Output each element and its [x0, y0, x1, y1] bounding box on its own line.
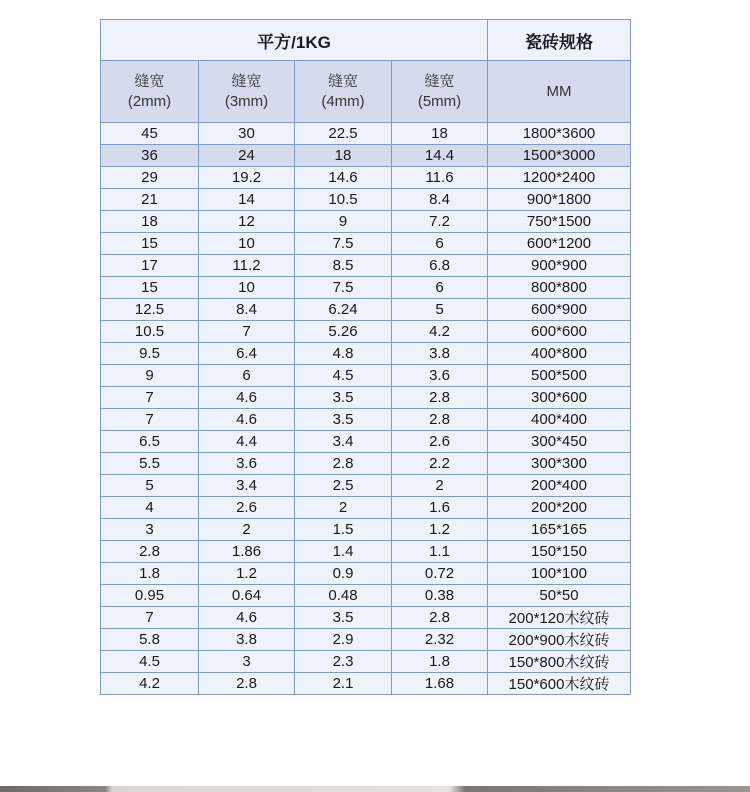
- table-row: [101, 409, 631, 431]
- table-row: [101, 321, 631, 343]
- table-cell: 4.4: [199, 431, 295, 453]
- table-row: [101, 607, 631, 629]
- table-cell: 15: [101, 233, 199, 255]
- table-row: [101, 123, 631, 145]
- table-cell: 1.4: [295, 541, 392, 563]
- table-cell: 1.68: [392, 673, 488, 695]
- table-row: [101, 497, 631, 519]
- table-cell: 1.1: [392, 541, 488, 563]
- table-cell: 22.5: [295, 123, 392, 145]
- table-cell: 2.3: [295, 651, 392, 673]
- table-cell: 200*200: [488, 497, 631, 519]
- table-cell: 750*1500: [488, 211, 631, 233]
- table-cell: 2.8: [199, 673, 295, 695]
- table-row: [101, 585, 631, 607]
- table-cell: 3.5: [295, 409, 392, 431]
- table-cell: 6: [199, 365, 295, 387]
- table-cell: 2.8: [392, 607, 488, 629]
- table-cell: 14.4: [392, 145, 488, 167]
- table-cell: 2.8: [101, 541, 199, 563]
- table-cell: 3.8: [199, 629, 295, 651]
- table-row: [101, 629, 631, 651]
- table-cell: 29: [101, 167, 199, 189]
- table-cell: 900*1800: [488, 189, 631, 211]
- col-header-2mm: 缝宽 (2mm): [101, 61, 199, 123]
- table-cell: 100*100: [488, 563, 631, 585]
- table-cell: 6.24: [295, 299, 392, 321]
- table-row: [101, 233, 631, 255]
- tile-grout-table: [100, 19, 631, 695]
- table-cell: 3.4: [295, 431, 392, 453]
- table-cell: 10.5: [295, 189, 392, 211]
- table-cell: 9: [295, 211, 392, 233]
- table-cell: 600*600: [488, 321, 631, 343]
- table-cell: 600*1200: [488, 233, 631, 255]
- table-row: [101, 541, 631, 563]
- table-row: [101, 167, 631, 189]
- table-cell: 2.2: [392, 453, 488, 475]
- table-cell: 1.2: [392, 519, 488, 541]
- table-cell: 19.2: [199, 167, 295, 189]
- table-cell: 2.9: [295, 629, 392, 651]
- table-cell: 5: [392, 299, 488, 321]
- table-cell: 12: [199, 211, 295, 233]
- table-cell: 4.8: [295, 343, 392, 365]
- table-cell: 3.5: [295, 387, 392, 409]
- table-cell: 18: [392, 123, 488, 145]
- table-cell: 18: [101, 211, 199, 233]
- table-cell: 21: [101, 189, 199, 211]
- col-header-spec-unit: MM: [488, 61, 631, 123]
- table-cell: 900*900: [488, 255, 631, 277]
- table-cell: 4.5: [295, 365, 392, 387]
- table-cell: 0.72: [392, 563, 488, 585]
- table-cell: 6: [392, 277, 488, 299]
- table-cell: 17: [101, 255, 199, 277]
- table-cell: 8.4: [199, 299, 295, 321]
- table-cell: 200*120木纹砖: [488, 607, 631, 629]
- table-cell: 4.6: [199, 387, 295, 409]
- table-cell: 6.4: [199, 343, 295, 365]
- table-cell: 600*900: [488, 299, 631, 321]
- table-cell: 6.5: [101, 431, 199, 453]
- col-header-4mm: 缝宽 (4mm): [295, 61, 392, 123]
- table-cell: 3.4: [199, 475, 295, 497]
- table-row: [101, 211, 631, 233]
- table-cell: 400*800: [488, 343, 631, 365]
- table-cell: 50*50: [488, 585, 631, 607]
- table-cell: 0.95: [101, 585, 199, 607]
- col-header-3mm: 缝宽 (3mm): [199, 61, 295, 123]
- table-cell: 0.9: [295, 563, 392, 585]
- table-cell: 1800*3600: [488, 123, 631, 145]
- table-cell: 7: [101, 387, 199, 409]
- table-cell: 8.5: [295, 255, 392, 277]
- table-row: [101, 343, 631, 365]
- table-cell: 5: [101, 475, 199, 497]
- table-cell: 7: [101, 607, 199, 629]
- header-row-2: [101, 61, 631, 123]
- table-cell: 4: [101, 497, 199, 519]
- table-cell: 14.6: [295, 167, 392, 189]
- table-row: [101, 519, 631, 541]
- table-cell: 1.5: [295, 519, 392, 541]
- table-cell: 165*165: [488, 519, 631, 541]
- table-cell: 3: [101, 519, 199, 541]
- table-cell: 6: [392, 233, 488, 255]
- table-cell: 1.8: [101, 563, 199, 585]
- table-cell: 0.48: [295, 585, 392, 607]
- table-cell: 3: [199, 651, 295, 673]
- table-cell: 24: [199, 145, 295, 167]
- table-cell: 7.5: [295, 277, 392, 299]
- table-cell: 2.8: [295, 453, 392, 475]
- table-cell: 2.5: [295, 475, 392, 497]
- table-cell: 1.6: [392, 497, 488, 519]
- table-cell: 400*400: [488, 409, 631, 431]
- table-cell: 18: [295, 145, 392, 167]
- table-cell: 4.5: [101, 651, 199, 673]
- table-row: [101, 475, 631, 497]
- table-cell: 7: [199, 321, 295, 343]
- table-cell: 800*800: [488, 277, 631, 299]
- table-cell: 1.2: [199, 563, 295, 585]
- table-row: [101, 651, 631, 673]
- table-cell: 5.26: [295, 321, 392, 343]
- table-cell: 10: [199, 233, 295, 255]
- table-cell: 2: [295, 497, 392, 519]
- table-cell: 2: [392, 475, 488, 497]
- table-cell: 2: [199, 519, 295, 541]
- table-row: [101, 277, 631, 299]
- col-header-5mm: 缝宽 (5mm): [392, 61, 488, 123]
- table-row: [101, 255, 631, 277]
- table-row: [101, 673, 631, 695]
- table-cell: 1500*3000: [488, 145, 631, 167]
- table-cell: 150*800木纹砖: [488, 651, 631, 673]
- table-cell: 300*600: [488, 387, 631, 409]
- table-cell: 200*400: [488, 475, 631, 497]
- table-cell: 2.1: [295, 673, 392, 695]
- table-row: [101, 365, 631, 387]
- table-cell: 3.5: [295, 607, 392, 629]
- table-cell: 36: [101, 145, 199, 167]
- table-cell: 500*500: [488, 365, 631, 387]
- table-cell: 300*300: [488, 453, 631, 475]
- table-cell: 7: [101, 409, 199, 431]
- table-cell: 4.2: [392, 321, 488, 343]
- table-row: [101, 145, 631, 167]
- table-cell: 6.8: [392, 255, 488, 277]
- table-cell: 3.6: [392, 365, 488, 387]
- table-cell: 3.8: [392, 343, 488, 365]
- table-cell: 0.64: [199, 585, 295, 607]
- table-cell: 200*900木纹砖: [488, 629, 631, 651]
- group-title: 平方/1KG: [101, 20, 488, 61]
- table-cell: 4.6: [199, 607, 295, 629]
- table-cell: 2.8: [392, 387, 488, 409]
- table-cell: 3.6: [199, 453, 295, 475]
- header-row-1: [101, 20, 631, 61]
- table-row: [101, 299, 631, 321]
- table-row: [101, 453, 631, 475]
- table-cell: 12.5: [101, 299, 199, 321]
- table-cell: 1.86: [199, 541, 295, 563]
- table-cell: 1200*2400: [488, 167, 631, 189]
- table-cell: 7.2: [392, 211, 488, 233]
- table-cell: 15: [101, 277, 199, 299]
- table-cell: 9.5: [101, 343, 199, 365]
- table-cell: 0.38: [392, 585, 488, 607]
- table-cell: 5.5: [101, 453, 199, 475]
- table-cell: 150*600木纹砖: [488, 673, 631, 695]
- table-cell: 4.6: [199, 409, 295, 431]
- table-row: [101, 563, 631, 585]
- table-cell: 10.5: [101, 321, 199, 343]
- table-cell: 45: [101, 123, 199, 145]
- table-cell: 2.32: [392, 629, 488, 651]
- table-cell: 30: [199, 123, 295, 145]
- table-row: [101, 189, 631, 211]
- table-cell: 8.4: [392, 189, 488, 211]
- bottom-image-strip: [0, 786, 750, 792]
- table-cell: 10: [199, 277, 295, 299]
- table-cell: 4.2: [101, 673, 199, 695]
- table-cell: 11.6: [392, 167, 488, 189]
- table-cell: 14: [199, 189, 295, 211]
- table-cell: 300*450: [488, 431, 631, 453]
- table-row: [101, 431, 631, 453]
- table-cell: 1.8: [392, 651, 488, 673]
- table-cell: 11.2: [199, 255, 295, 277]
- table-cell: 2.8: [392, 409, 488, 431]
- spec-title: 瓷砖规格: [488, 20, 631, 61]
- table-cell: 150*150: [488, 541, 631, 563]
- table-cell: 2.6: [199, 497, 295, 519]
- table-row: [101, 387, 631, 409]
- table-cell: 9: [101, 365, 199, 387]
- table-cell: 5.8: [101, 629, 199, 651]
- table-cell: 7.5: [295, 233, 392, 255]
- table-cell: 2.6: [392, 431, 488, 453]
